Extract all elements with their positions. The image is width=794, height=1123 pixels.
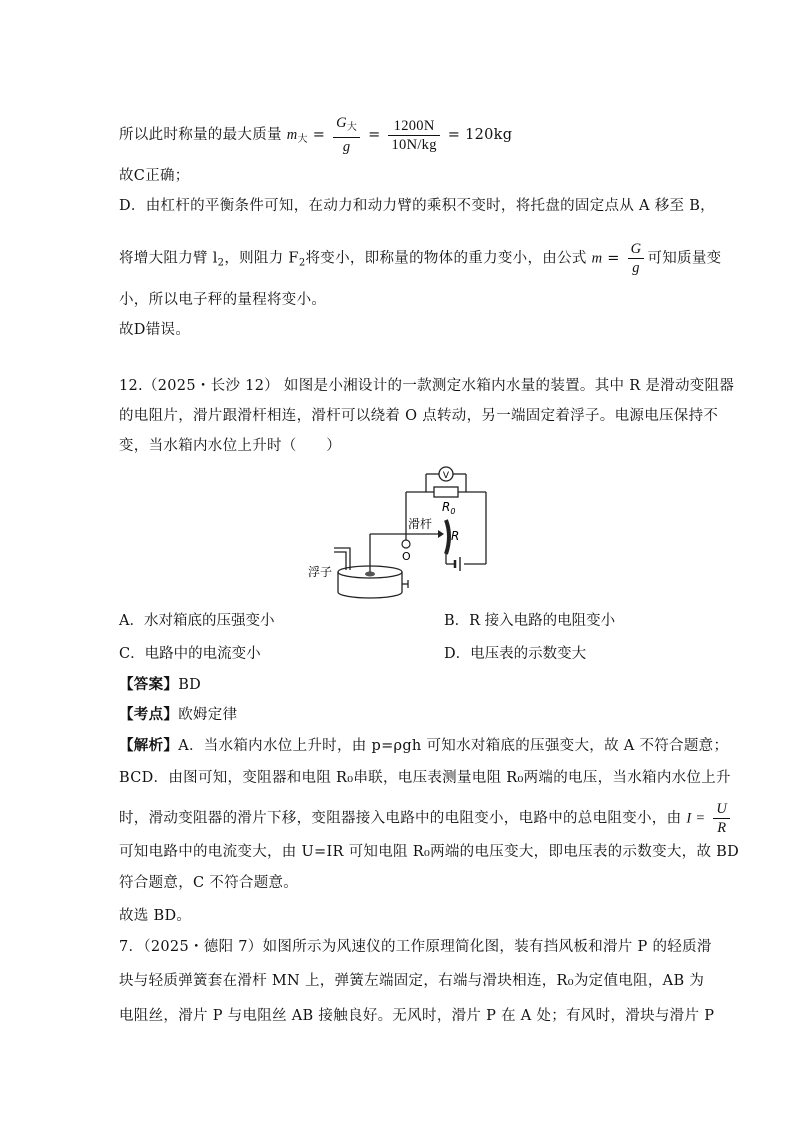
option-c: C．电路中的电流变小: [119, 646, 261, 662]
analysis-line5: 符合题意，C 不符合题意。: [119, 875, 299, 891]
analysis-line4: 可知电路中的电流变大，由 U=IR 可知电阻 R₀两端的电压变大，即电压表的示数变大，故 BD: [119, 844, 740, 860]
float-label: 浮子: [308, 565, 333, 579]
max-mass-formula-line: 所以此时称量的最大质量 $m_大$ = $\frac{G_大}{g}$ = $\frac{1200N}{10N/kg}$ = 120kg: [119, 115, 513, 155]
option-b: B．R 接入电路的电阻变小: [444, 613, 616, 629]
q7-stem-line2: 块与轻质弹簧套在滑杆 MN 上，弹簧左端固定，右端与滑块相连，R₀为定值电阻，AB 为: [119, 973, 705, 989]
rod-label: 滑杆: [408, 517, 433, 531]
q12-stem-line3: 变，当水箱内水位上升时（ ）: [119, 438, 341, 454]
analysis-tag: 【解析】: [119, 737, 179, 754]
solution-line-c-correct: 故C正确；: [119, 168, 190, 184]
point-value: 欧姆定律: [178, 707, 238, 723]
formula-result: = 120kg: [447, 127, 513, 143]
mass-subscript: 大: [297, 134, 308, 145]
q7-stem-line1: 7．（2025・德阳 7）如图所示为风速仪的工作原理简化图，装有挡风板和滑片 P 的轻质滑: [119, 939, 712, 955]
water-tank-circuit-figure: [300, 460, 500, 610]
answer-line: [119, 675, 201, 695]
mass-formula-fraction: $\frac{G}{g}$: [628, 240, 645, 277]
point-line: [119, 705, 237, 725]
solution-line-d: D．由杠杆的平衡条件可知，在动力和动力臂的乘积不变时，将托盘的固定点从 A 移至 B，: [119, 198, 715, 214]
variable-resistor-label: R: [451, 529, 460, 543]
analysis-line2: BCD．由图可知，变阻器和电阻 R₀串联，电压表测量电阻 R₀两端的电压，当水箱内水位上升: [119, 770, 731, 786]
solution-line-d-wrong: 故D错误。: [119, 322, 191, 338]
pivot-label: O: [402, 550, 411, 563]
analysis-line3: 时，滑动变阻器的滑片下移，变阻器接入电路中的电阻变小，电路中的总电阻变小，由 I = $\frac{U}{R}$: [119, 800, 733, 837]
solution-line-d-cont: 将增大阻力臂 $l_2$，则阻力 $F_2$将变小，即称量的物体的重力变小，由公式 m = $\frac{G}{g}$ 可知质量变: [119, 241, 722, 276]
option-d: D．电压表的示数变大: [444, 646, 587, 662]
point-tag: 【考点】: [119, 706, 179, 723]
voltmeter-label: V: [442, 471, 450, 481]
g-over-g-fraction: $\frac{G_大}{g}$: [333, 114, 360, 156]
solution-line-range: 小，所以电子秤的量程将变小。: [119, 292, 327, 308]
answer-value: BD: [178, 677, 202, 693]
q7-stem-line3: 电阻丝，滑片 P 与电阻丝 AB 接触良好。无风时，滑片 P 在 A 处；有风时，滑块与滑片 P: [119, 1008, 715, 1024]
answer-tag: 【答案】: [119, 676, 179, 693]
r0-label: $R_0$: [442, 500, 456, 516]
q12-stem-line2: 的电阻片，滑片跟滑杆相连，滑杆可以绕着 O 点转动，另一端固定着浮子。电源电压保持不: [119, 408, 719, 424]
ohm-fraction: $\frac{U}{R}$: [713, 800, 730, 837]
analysis-line6: 故选 BD。: [119, 908, 192, 924]
mass-symbol: m: [286, 127, 298, 143]
analysis-line1: 【解析】A．当水箱内水位上升时，由 p=ρgh 可知水对箱底的压强变大，故 A 不符合题意；: [119, 737, 729, 754]
formula-prefix: 所以此时称量的最大质量: [119, 127, 282, 143]
value-fraction: $\frac{1200N}{10N/kg}$: [388, 117, 439, 154]
option-a: A．水对箱底的压强变小: [119, 613, 275, 629]
q12-stem-line1: 12.（2025・长沙 12） 如图是小湘设计的一款测定水箱内水量的装置。其中 R 是滑动变阻器: [119, 378, 735, 394]
